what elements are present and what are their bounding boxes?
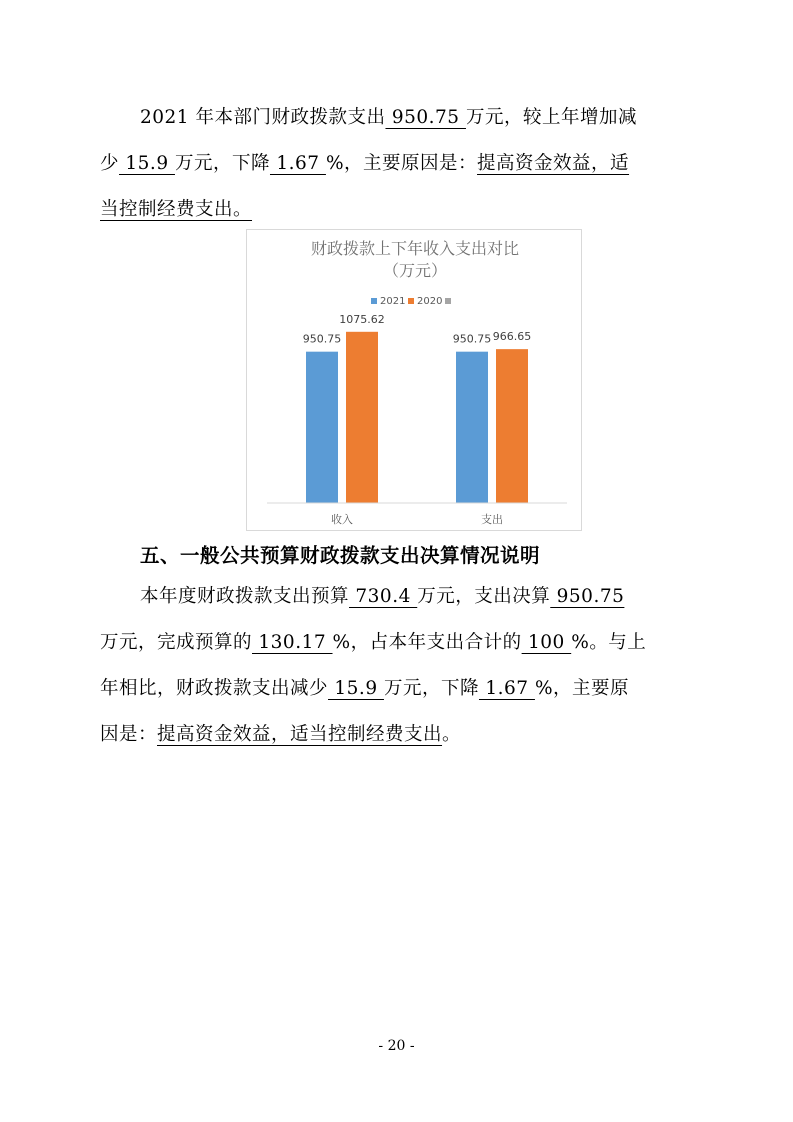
reason-text: 提高资金效益，适: [477, 153, 630, 174]
comparison-bar-chart: [246, 229, 582, 531]
paragraph-line: [100, 620, 646, 666]
chart-legend: [371, 296, 451, 307]
legend-label: 2020: [417, 296, 443, 307]
bar-2020-1: [496, 349, 528, 503]
chart-bars: [303, 313, 532, 503]
page-number: - 20 -: [378, 1038, 415, 1054]
bar-2021-0: [306, 352, 338, 503]
text-segment: %，主要原因是：: [325, 153, 478, 174]
text-segment: %，主要原: [534, 678, 630, 699]
paragraph-line: [100, 187, 252, 233]
amount-value: 730.4: [349, 586, 418, 607]
text-segment: 万元，较上年增加减: [465, 107, 637, 128]
legend-swatch: [408, 298, 414, 304]
section-heading: 五、一般公共预算财政拨款支出决算情况说明: [140, 544, 541, 567]
reason-text: 当控制经费支出。: [100, 199, 253, 220]
amount-value: 950.75: [385, 107, 466, 128]
paragraph-line: [140, 574, 624, 620]
text-segment: 2021 年本部门财政拨款支出: [140, 107, 386, 128]
chart-title: 财政拨款上下年收入支出对比: [310, 239, 520, 258]
chart-canvas: [247, 230, 583, 532]
amount-value: 15.9: [328, 678, 384, 699]
bar-2020-0: [346, 332, 378, 503]
percent-value: 100: [521, 632, 572, 653]
reason-text: 提高资金效益，适当控制经费支出: [157, 724, 443, 745]
paragraph-line: [140, 95, 637, 141]
paragraph-appropriation-expenditure: [100, 95, 690, 235]
text-segment: 。: [442, 724, 462, 745]
text-segment: 万元，下降: [383, 678, 479, 699]
paragraph-general-budget: [100, 574, 690, 764]
percent-value: 1.67: [478, 678, 535, 699]
percent-value: 1.67: [269, 153, 326, 174]
legend-swatch: [371, 298, 377, 304]
paragraph-line: [100, 666, 629, 712]
paragraph-line: [100, 141, 629, 187]
amount-value: 15.9: [119, 153, 175, 174]
text-segment: 万元，支出决算: [417, 586, 551, 607]
amount-value: 950.75: [550, 586, 625, 607]
bar-value-label: 1075.62: [339, 312, 385, 326]
text-segment: %，占本年支出合计的: [332, 632, 522, 653]
text-segment: 万元，完成预算的: [100, 632, 253, 653]
text-segment: 少: [100, 153, 120, 174]
x-tick-label: 支出: [481, 513, 503, 526]
chart-subtitle: （万元）: [382, 261, 448, 280]
legend-label: 2021: [380, 296, 406, 307]
text-segment: 本年度财政拨款支出预算: [140, 586, 350, 607]
paragraph-line: [100, 712, 461, 758]
bar-value-label: 950.75: [302, 332, 342, 346]
bar-value-label: 966.65: [492, 330, 532, 344]
text-segment: %。与上: [571, 632, 647, 653]
text-segment: 年相比，财政拨款支出减少: [100, 678, 329, 699]
percent-value: 130.17: [252, 632, 333, 653]
text-segment: 万元，下降: [174, 153, 270, 174]
bar-value-label: 950.75: [452, 332, 492, 346]
legend-swatch: [445, 298, 451, 304]
text-segment: 因是：: [100, 724, 158, 745]
x-axis-ticks: [331, 512, 503, 526]
x-tick-label: 收入: [331, 513, 353, 526]
bar-2021-1: [456, 352, 488, 503]
